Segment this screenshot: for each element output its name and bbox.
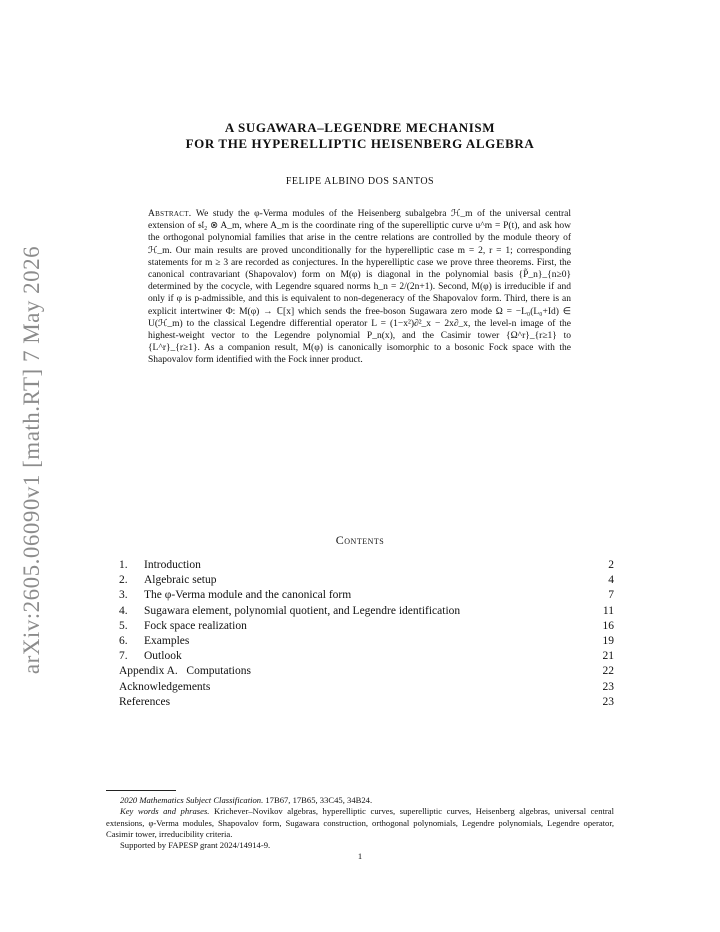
toc-entry-label: Examples [144,634,190,647]
toc-entry-title [119,588,584,603]
toc-entry-title [119,634,584,649]
toc-entry[interactable] [119,619,614,634]
toc-entry-page: 21 [602,650,614,663]
toc-entry[interactable] [119,649,614,664]
toc-entry-title [119,680,584,695]
footnote-rule [106,790,176,791]
toc-entry-label: References [119,695,171,708]
toc-entry-page: 11 [602,604,614,617]
toc-entry-label: Acknowledgements [119,680,211,693]
toc-entry-title [119,664,584,679]
toc-entry-label: Appendix A. Computations [119,665,251,678]
abstract-label: Abstract. [148,209,192,219]
toc-entry-label: Fock space realization [144,619,247,632]
toc-entry[interactable] [119,634,614,649]
toc-entry-number: 6. [119,634,128,647]
toc-entry-label: Sugawara element, polynomial quotient, and Legendre identification [144,604,461,617]
title-line-1: A SUGAWARA–LEGENDRE MECHANISM [224,120,496,135]
title-line-2: FOR THE HYPERELLIPTIC HEISENBERG ALGEBRA [185,136,535,151]
msc-codes: 17B67, 17B65, 33C45, 34B24. [265,795,373,805]
author-name: FELIPE ALBINO DOS SANTOS [285,176,435,187]
toc-entry-number: 7. [119,650,128,663]
toc-entry-page: 19 [602,634,614,647]
paper-title [100,120,620,152]
page-number: 1 [357,851,363,861]
toc-entry-number: 4. [119,604,128,617]
toc-entry[interactable] [119,558,614,573]
toc-entry[interactable] [119,664,614,679]
table-of-contents [119,558,614,710]
toc-entry-label: The φ-Verma module and the canonical form [144,589,352,602]
toc-entry[interactable] [119,695,614,710]
toc-entry[interactable] [119,573,614,588]
toc-entry-title [119,619,584,634]
toc-entry-title [119,649,584,664]
toc-entry-title [119,573,584,588]
toc-entry-page: 2 [608,559,614,571]
toc-entry-number: 2. [119,574,128,587]
toc-entry-page: 4 [608,574,614,587]
toc-entry-page: 16 [602,619,614,632]
msc-label: 2020 Mathematics Subject Classification. [120,795,264,805]
msc-footnote [106,795,614,806]
toc-entry[interactable] [119,588,614,603]
footnotes [106,795,614,851]
toc-entry-label: Introduction [144,559,201,571]
keywords-label: Key words and phrases. [120,806,210,817]
toc-entry-page: 7 [608,589,614,602]
abstract-text: We study the φ-Verma modules of the Heisenberg subalgebra ℋ_m of the universal central extension of 𝔰𝔩₂ ⊗ A_m, where A_m is the coordinate ring of the superelliptic curve u^m = P(t), and ask how the orthogonal polynomial families that arise in the centre relations are controlled by the module theory of ℋ_m. Our main results are proved unconditionally for the hyperelliptic case m = 2, r = 1; corresponding statements for m ≥ 3 are recorded as conjectures. In the hyperelliptic case we prove three theorems. First, the canonical contravariant (Shapovalov) form on M(φ) is diagonal in the polynomial basis {P̃_n}_{n≥0} determined by the cocycle, with Legendre squared norms h_n = 2/(2n+1). Second, M(φ) is irreducible if and only if φ is p-admissible, and this is equivalent to non-degeneracy of the Shapovalov form. Third, there is an explicit intertwiner Φ: M(φ) → ℂ[x] which sends the free-boson Sugawara zero mode Ω = −L₀(L₀+Id) ∈ U(ℋ_m) to the classical Legendre differential operator L = (1−x²)∂²_x − 2x∂_x, the level-n image of the highest-weight vector to the Legendre polynomial P_n(x), and the Casimir tower {Ω^r}_{r≥1} to {L^r}_{r≥1}. As a companion result, M(φ) is canonically isomorphic to a bosonic Fock space with the Shapovalov form identified with the Fock inner product. [148,209,571,366]
toc-entry-label: Outlook [144,650,182,663]
keywords-footnote [106,806,614,840]
toc-entry-page: 23 [602,680,614,693]
toc-entry[interactable] [119,604,614,619]
toc-entry-number: 3. [119,589,128,602]
arxiv-side-stamp [10,245,54,675]
toc-entry-number: 1. [119,559,128,571]
toc-entry-label: Algebraic setup [144,574,217,587]
keywords-text: Krichever–Novikov algebras, hyperelliptic curves, superelliptic curves, Heisenberg algebras, universal central extensions, φ-Verma modules, Shapovalov form, Sugawara construction, orthogonal polynomials, Legendre polynomials, Legendre operator, Casimir tower, irreducibility criteria. [106,806,614,839]
toc-entry-title [119,604,584,619]
arxiv-identifier: arXiv:2605.06090v1 [math.RT] 7 May 2026 [19,245,45,675]
toc-entry[interactable] [119,680,614,695]
abstract [148,208,571,367]
toc-entry-title [119,558,584,573]
support-footnote: Supported by FAPESP grant 2024/14914-9. [120,840,271,851]
toc-entry-title [119,695,584,710]
toc-entry-number: 5. [119,619,128,632]
toc-entry-page: 23 [602,695,614,708]
contents-heading: Contents [335,533,385,547]
toc-entry-page: 22 [602,665,614,678]
